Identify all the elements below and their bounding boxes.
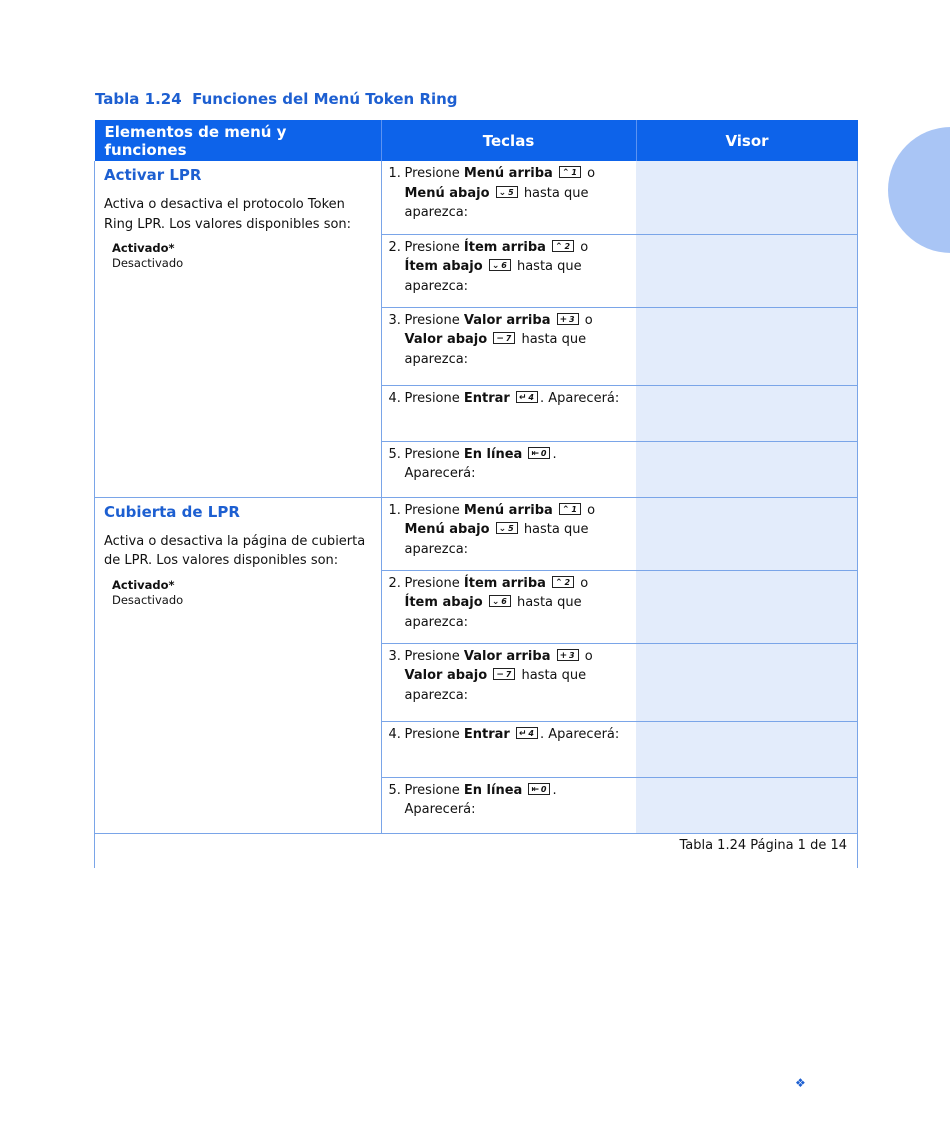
display-cell [636, 161, 858, 234]
step-number: 2. [388, 575, 401, 591]
menu-item-title: Cubierta de LPR [104, 502, 240, 521]
token-ring-menu-table [94, 120, 858, 868]
step-cell [381, 161, 636, 234]
key-menu-up-icon: ⌃ 1 [559, 503, 581, 515]
step-cell [381, 307, 636, 385]
table-footer: Tabla 1.24 Página 1 de 14 [95, 833, 858, 868]
key-enter-icon: ↵ 4 [516, 391, 538, 403]
step-number: 1. [388, 166, 401, 181]
step-text: Presione En línea ⇤ 0 . Aparecerá: [404, 782, 557, 817]
step-cell [381, 234, 636, 307]
display-cell [636, 307, 858, 385]
step-number: 1. [388, 502, 401, 518]
step-number: 4. [388, 726, 401, 742]
key-item-up-icon: ⌃ 2 [552, 240, 574, 252]
step-text: Presione Valor arriba + 3 o Valor abajo − 7 hasta que aparezca: [404, 648, 593, 703]
key-online-icon: ⇤ 0 [528, 783, 550, 795]
menu-item-cell [95, 497, 382, 833]
menu-item-values [112, 241, 372, 271]
display-cell [636, 385, 858, 441]
section-tab-marker [888, 127, 950, 253]
menu-item-title: Activar LPR [104, 166, 202, 184]
step-text: Presione Ítem arriba ⌃ 2 o Ítem abajo ⌄ 6 hasta que aparezca: [404, 575, 589, 630]
header-keys: Teclas [381, 120, 636, 161]
menu-item-description: Activa o desactiva el protocolo Token Ring LPR. Los valores disponibles son: [104, 197, 352, 232]
key-value-down-icon: − 7 [493, 332, 515, 344]
step-text: Presione Entrar ↵ 4 . Aparecerá: [404, 390, 620, 406]
key-value-down-icon: − 7 [493, 668, 515, 680]
step-number: 2. [388, 239, 401, 255]
table-row [95, 161, 858, 234]
step-text: Presione Valor arriba + 3 o Valor abajo − 7 hasta que aparezca: [404, 312, 593, 367]
key-menu-up-icon: ⌃ 1 [559, 166, 581, 178]
step-text: Presione Entrar ↵ 4 . Aparecerá: [404, 726, 620, 742]
default-value: Activado* [112, 241, 175, 255]
key-enter-icon: ↵ 4 [516, 727, 538, 739]
step-cell [381, 441, 636, 497]
step-number: 3. [388, 312, 401, 328]
header-display: Visor [636, 120, 858, 161]
table-row [95, 497, 858, 570]
display-cell [636, 777, 858, 833]
key-item-down-icon: ⌄ 6 [489, 259, 511, 271]
step-cell [381, 777, 636, 833]
display-cell [636, 721, 858, 777]
menu-item-description: Activa o desactiva la página de cubierta de LPR. Los valores disponibles son: [104, 533, 366, 568]
key-value-up-icon: + 3 [557, 649, 579, 661]
display-cell [636, 570, 858, 643]
table-header-row [95, 120, 858, 161]
default-value: Activado* [112, 577, 175, 592]
step-cell [381, 497, 636, 570]
step-text: Presione Ítem arriba ⌃ 2 o Ítem abajo ⌄ 6 hasta que aparezca: [404, 239, 589, 294]
header-items: Elementos de menú y funciones [95, 120, 382, 161]
step-cell [381, 570, 636, 643]
step-number: 3. [388, 648, 401, 664]
key-menu-down-icon: ⌄ 5 [496, 522, 518, 534]
key-menu-down-icon: ⌄ 5 [496, 186, 518, 198]
step-text: Presione En línea ⇤ 0 . Aparecerá: [404, 446, 557, 481]
step-text: Presione Menú arriba ⌃ 1 o Menú abajo ⌄ 5 hasta que aparezca: [404, 502, 596, 557]
step-cell [381, 385, 636, 441]
step-text: Presione Menú arriba ⌃ 1 o Menú abajo ⌄ 5 hasta que aparezca: [404, 166, 596, 220]
step-number: 5. [388, 782, 401, 798]
display-cell [636, 234, 858, 307]
key-value-up-icon: + 3 [557, 313, 579, 325]
key-item-down-icon: ⌄ 6 [489, 595, 511, 607]
page-mark-icon: ❖ [795, 1076, 806, 1090]
menu-item-values [112, 578, 372, 608]
display-cell [636, 441, 858, 497]
alternate-value: Desactivado [112, 592, 184, 607]
alternate-value: Desactivado [112, 256, 184, 270]
step-number: 4. [388, 390, 401, 406]
display-cell [636, 643, 858, 721]
table-caption: Tabla 1.24 Funciones del Menú Token Ring [95, 90, 458, 108]
menu-item-cell [95, 161, 382, 497]
key-online-icon: ⇤ 0 [528, 447, 550, 459]
key-item-up-icon: ⌃ 2 [552, 576, 574, 588]
step-cell [381, 721, 636, 777]
step-cell [381, 643, 636, 721]
display-cell [636, 497, 858, 570]
step-number: 5. [388, 446, 401, 462]
